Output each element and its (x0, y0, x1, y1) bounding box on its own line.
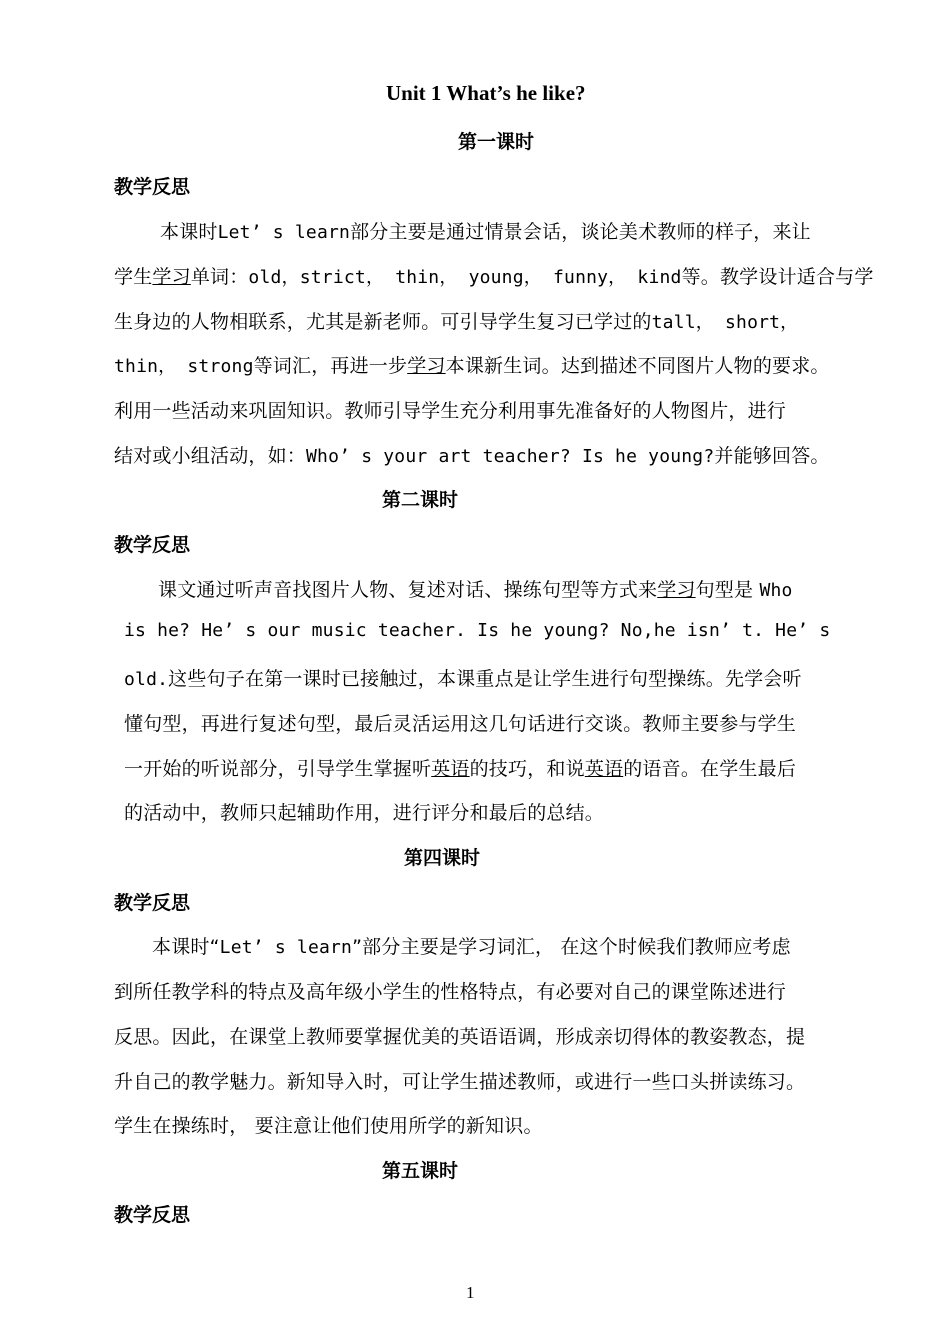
link-study[interactable]: 学习 (407, 355, 446, 377)
paragraph-line: 结对或小组活动，如：Who’ s your art teacher? Is he young?并能够回答。 (114, 445, 830, 467)
paragraph-line: 本课时“Let’ s learn”部分主要是学习词汇， 在这个时候我们教师应考虑 (152, 936, 791, 958)
link-english[interactable]: 英语 (431, 758, 470, 780)
paragraph-line: 学生在操练时， 要注意让他们使用所学的新知识。 (114, 1115, 543, 1137)
link-english[interactable]: 英语 (584, 758, 624, 780)
section-heading: 第五课时 (382, 1160, 459, 1182)
section-heading: 第四课时 (404, 847, 481, 869)
paragraph-line: 利用一些活动来巩固知识。教师引导学生充分利用事先准备好的人物图片，进行 (114, 400, 787, 422)
paragraph-line: 的活动中，教师只起辅助作用，进行评分和最后的总结。 (124, 802, 605, 824)
paragraph-line: 反思。因此，在课堂上教师要掌握优美的英语语调，形成亲切得体的教姿教态，提 (114, 1026, 806, 1048)
paragraph-line: 课文通过听声音找图片人物、复述对话、操练句型等方式来学习句型是 Who (158, 579, 793, 601)
paragraph-line: 学生学习单词：old，strict， thin， young， funny， kind等。教学设计适合与学 (114, 266, 874, 288)
document-title: Unit 1 What’s he like? (386, 81, 586, 105)
section-label: 教学反思 (114, 534, 191, 556)
paragraph-line: 本课时Let’ s learn部分主要是通过情景会话，谈论美术教师的样子，来让 (160, 221, 811, 243)
paragraph-line: is he? He’ s our music teacher. Is he young? No,he isn’ t. He’ s (124, 620, 831, 641)
paragraph-line: 一开始的听说部分，引导学生掌握听英语的技巧，和说英语的语音。在学生最后 (124, 758, 797, 780)
paragraph-line: 到所任教学科的特点及高年级小学生的性格特点，有必要对自己的课堂陈述进行 (114, 981, 787, 1003)
section-heading: 第二课时 (382, 489, 459, 511)
page-number: 1 (466, 1283, 475, 1302)
paragraph-line: thin， strong等词汇，再进一步学习本课新生词。达到描述不同图片人物的要求。 (114, 355, 830, 377)
section-heading: 第一课时 (458, 131, 535, 153)
link-study[interactable]: 学习 (657, 579, 696, 601)
section-label: 教学反思 (114, 1204, 191, 1226)
paragraph-line: 升自己的教学魅力。新知导入时，可让学生描述教师，或进行一些口头拼读练习。 (114, 1071, 806, 1093)
paragraph-line: old.这些句子在第一课时已接触过，本课重点是让学生进行句型操练。先学会听 (124, 668, 802, 690)
section-label: 教学反思 (114, 892, 191, 914)
link-study[interactable]: 学习 (152, 266, 191, 288)
section-label: 教学反思 (114, 176, 191, 198)
paragraph-line: 生身边的人物相联系，尤其是新老师。可引导学生复习已学过的tall， short， (114, 311, 799, 333)
paragraph-line: 懂句型，再进行复述句型，最后灵活运用这几句话进行交谈。教师主要参与学生 (124, 713, 797, 735)
